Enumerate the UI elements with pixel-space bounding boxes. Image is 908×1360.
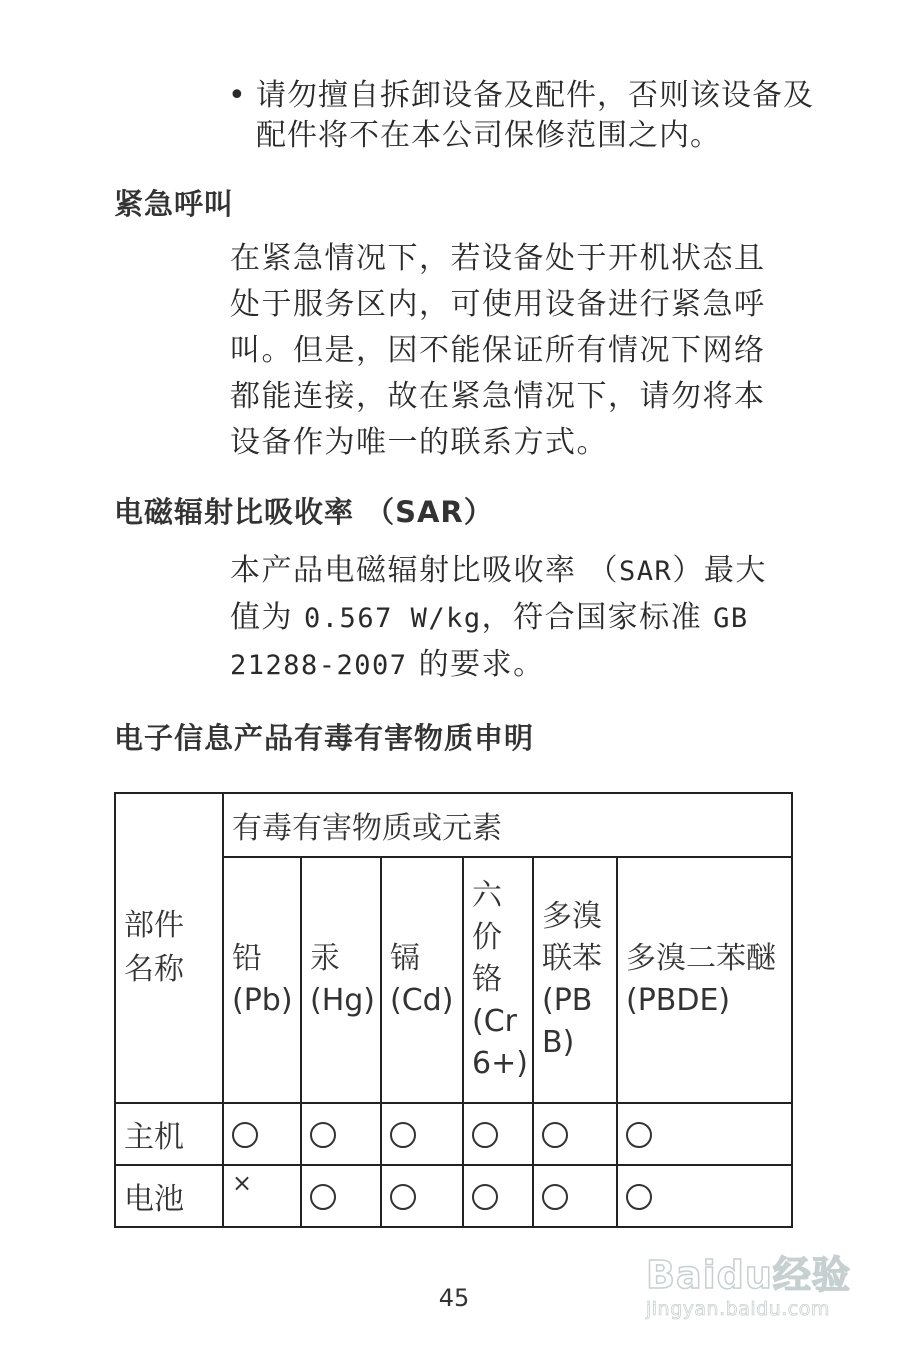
mark-cell: [533, 1165, 617, 1227]
circle-mark-icon: [310, 1122, 336, 1148]
substances-group-header: 有毒有害物质或元素: [223, 793, 792, 857]
cross-mark-icon: ×: [232, 1168, 253, 1197]
element-header-pbb: [533, 857, 617, 1103]
baidu-watermark: [640, 1226, 860, 1326]
sar-line-1: [230, 548, 790, 595]
heading-emergency-call: 紧急呼叫: [114, 187, 235, 221]
sar-line-2: [230, 595, 790, 642]
mark-cell: [381, 1165, 463, 1227]
mark-cell: [533, 1103, 617, 1165]
element-name: 铅: [232, 941, 262, 976]
mark-cell: [223, 1103, 301, 1165]
header-text: 名称: [124, 952, 184, 987]
part-name-cell: 电池: [115, 1165, 223, 1227]
emergency-line: 叫。但是，因不能保证所有情况下网络: [230, 333, 766, 368]
circle-mark-icon: [626, 1184, 652, 1210]
page-number: 45: [438, 1284, 470, 1312]
circle-mark-icon: [542, 1122, 568, 1148]
sar-abbr: SAR: [619, 556, 673, 587]
element-name: 联苯: [542, 941, 602, 976]
element-name: 六: [472, 878, 502, 913]
mark-cell: [301, 1103, 381, 1165]
sar-text: 值为: [230, 600, 305, 635]
header-text: 部件: [124, 908, 184, 943]
emergency-line: 处于服务区内，可使用设备进行紧急呼: [230, 287, 766, 322]
mark-cell: [381, 1103, 463, 1165]
bullet-text: 请勿擅自拆卸设备及配件，否则该设备及配件将不在本公司保修范围之内。: [256, 78, 814, 153]
circle-mark-icon: [390, 1184, 416, 1210]
sar-value: 0.567 W/kg: [304, 603, 482, 634]
hazardous-substances-table: [114, 792, 793, 1228]
element-header-cd: [381, 857, 463, 1103]
element-name: 多溴: [542, 899, 602, 934]
emergency-line: 在紧急情况下，若设备处于开机状态且: [230, 241, 766, 276]
warning-bullet: [228, 76, 828, 156]
element-symbol: (Pb): [232, 983, 293, 1018]
watermark-url: jingyan.baidu.com: [646, 1298, 830, 1320]
sar-line-3: [230, 642, 790, 689]
watermark-logo: Baidu经验: [646, 1253, 851, 1297]
element-name: 汞: [310, 941, 340, 976]
element-name: 铬: [472, 962, 502, 997]
sar-text: 本产品电磁辐射比吸收率 （: [230, 553, 620, 588]
circle-mark-icon: [542, 1184, 568, 1210]
element-symbol: (PBDE): [626, 983, 731, 1018]
element-header-hg: [301, 857, 381, 1103]
standard-number: 21288-2007: [230, 650, 408, 681]
emergency-paragraph: [230, 236, 790, 466]
circle-mark-icon: [390, 1122, 416, 1148]
element-header-pb: [223, 857, 301, 1103]
circle-mark-icon: [232, 1122, 258, 1148]
mark-cell: [617, 1165, 792, 1227]
table-row: [115, 1103, 792, 1165]
heading-rohs: 电子信息产品有毒有害物质申明: [114, 721, 535, 755]
sar-text: ）最大: [672, 553, 767, 588]
mark-cell: [463, 1165, 533, 1227]
part-name-cell: 主机: [115, 1103, 223, 1165]
bullet-dot: •: [228, 78, 246, 113]
mark-cell: [223, 1165, 301, 1227]
part-name-header: [115, 793, 223, 1103]
element-name: 价: [472, 920, 502, 955]
mark-cell: [617, 1103, 792, 1165]
element-symbol: (Cr: [472, 1004, 517, 1039]
element-name: 镉: [390, 941, 420, 976]
element-header-pbde: [617, 857, 792, 1103]
sar-text: 的要求。: [407, 647, 545, 682]
circle-mark-icon: [472, 1122, 498, 1148]
standard-prefix: GB: [713, 603, 749, 634]
mark-cell: [463, 1103, 533, 1165]
table-row: [115, 1165, 792, 1227]
emergency-line: 都能连接，故在紧急情况下，请勿将本: [230, 379, 766, 414]
sar-paragraph: [230, 548, 790, 689]
circle-mark-icon: [626, 1122, 652, 1148]
element-symbol: 6+): [472, 1046, 528, 1081]
element-symbol: (Cd): [390, 983, 454, 1018]
element-symbol: B): [542, 1025, 575, 1060]
emergency-line: 设备作为唯一的联系方式。: [230, 425, 608, 460]
element-symbol: (Hg): [310, 983, 376, 1018]
circle-mark-icon: [472, 1184, 498, 1210]
mark-cell: [301, 1165, 381, 1227]
sar-text: ，符合国家标准: [481, 600, 714, 635]
heading-sar: 电磁辐射比吸收率 （SAR）: [114, 495, 494, 529]
element-symbol: (PB: [542, 983, 593, 1018]
element-header-cr6: [463, 857, 533, 1103]
circle-mark-icon: [310, 1184, 336, 1210]
element-name: 多溴二苯醚: [626, 941, 776, 976]
